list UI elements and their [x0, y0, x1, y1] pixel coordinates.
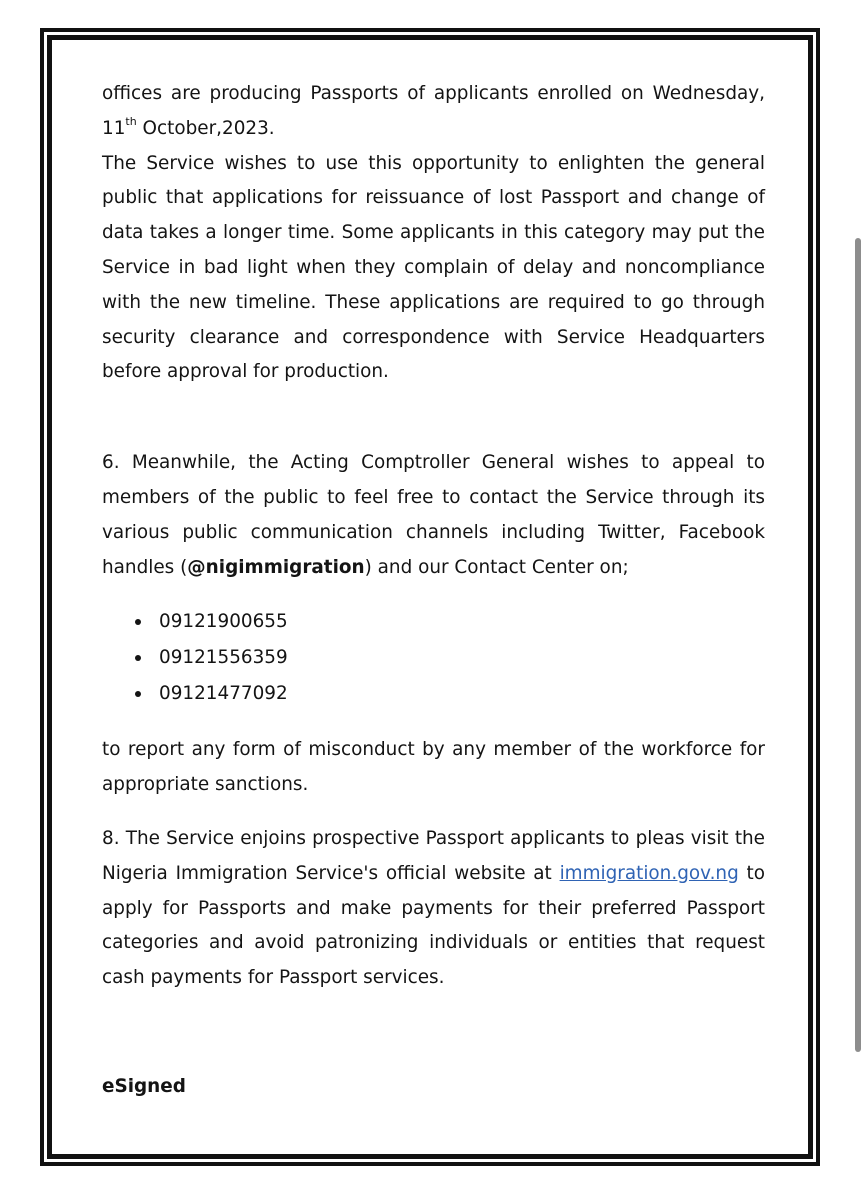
paragraph-8-website [102, 822, 765, 996]
contact-phone-list [102, 604, 765, 712]
list-item [102, 604, 765, 640]
social-handle: @nigimmigration [187, 556, 365, 578]
document-body [102, 77, 765, 1105]
list-item [102, 676, 765, 712]
paragraph-6-text: 6. Meanwhile, the Acting Comptroller General wishes to appeal to members of the public to feel free to contact the Service through its various public communication channels including Twitter, Facebook handles ( [102, 452, 765, 578]
production-date-month: October,2023. [136, 117, 275, 139]
paragraph-8-end: to apply for Passports and make payments for their preferred Passport categories and avoid patronizing individuals or entities that request cash payments for Passport services. [102, 862, 765, 989]
phone-number: 09121477092 [159, 683, 288, 705]
paragraph-lost-passport: The Service wishes to use this opportunity to enlighten the general public that applications for reissuance of lost Passport and change of data takes a longer time. Some applicants in this category may put the Service in bad light when they complain of delay and noncompliance with the new timeline. These applications are required to go through security clearance and correspondence with Service Headquarters before approval for production. [102, 152, 765, 383]
signature-line: eSigned [102, 1075, 186, 1097]
paragraph-6-end: ) and our Contact Center on; [364, 556, 629, 578]
phone-number: 09121556359 [159, 647, 288, 669]
bullet-icon [135, 691, 141, 697]
paragraph-8-text: 8. The Service enjoins prospective Passport applicants to pleas visit the Nigeria Immigration Service's official website at [102, 827, 765, 884]
website-link[interactable]: immigration.gov.ng [559, 862, 739, 884]
scrollbar[interactable] [852, 0, 864, 1200]
paragraph-report-misconduct: to report any form of misconduct by any member of the workforce for appropriate sanctions. [102, 739, 765, 796]
bullet-icon [135, 619, 141, 625]
scrollbar-thumb[interactable] [855, 238, 861, 1052]
paragraph-6-contact [102, 446, 765, 585]
list-item [102, 640, 765, 676]
phone-number: 09121900655 [159, 611, 288, 633]
paragraph-production-date [102, 77, 765, 147]
bullet-icon [135, 655, 141, 661]
production-date-text: offices are producing Passports of applicants enrolled on Wednesday, 11 [102, 83, 765, 139]
ordinal-suffix: th [125, 114, 137, 128]
